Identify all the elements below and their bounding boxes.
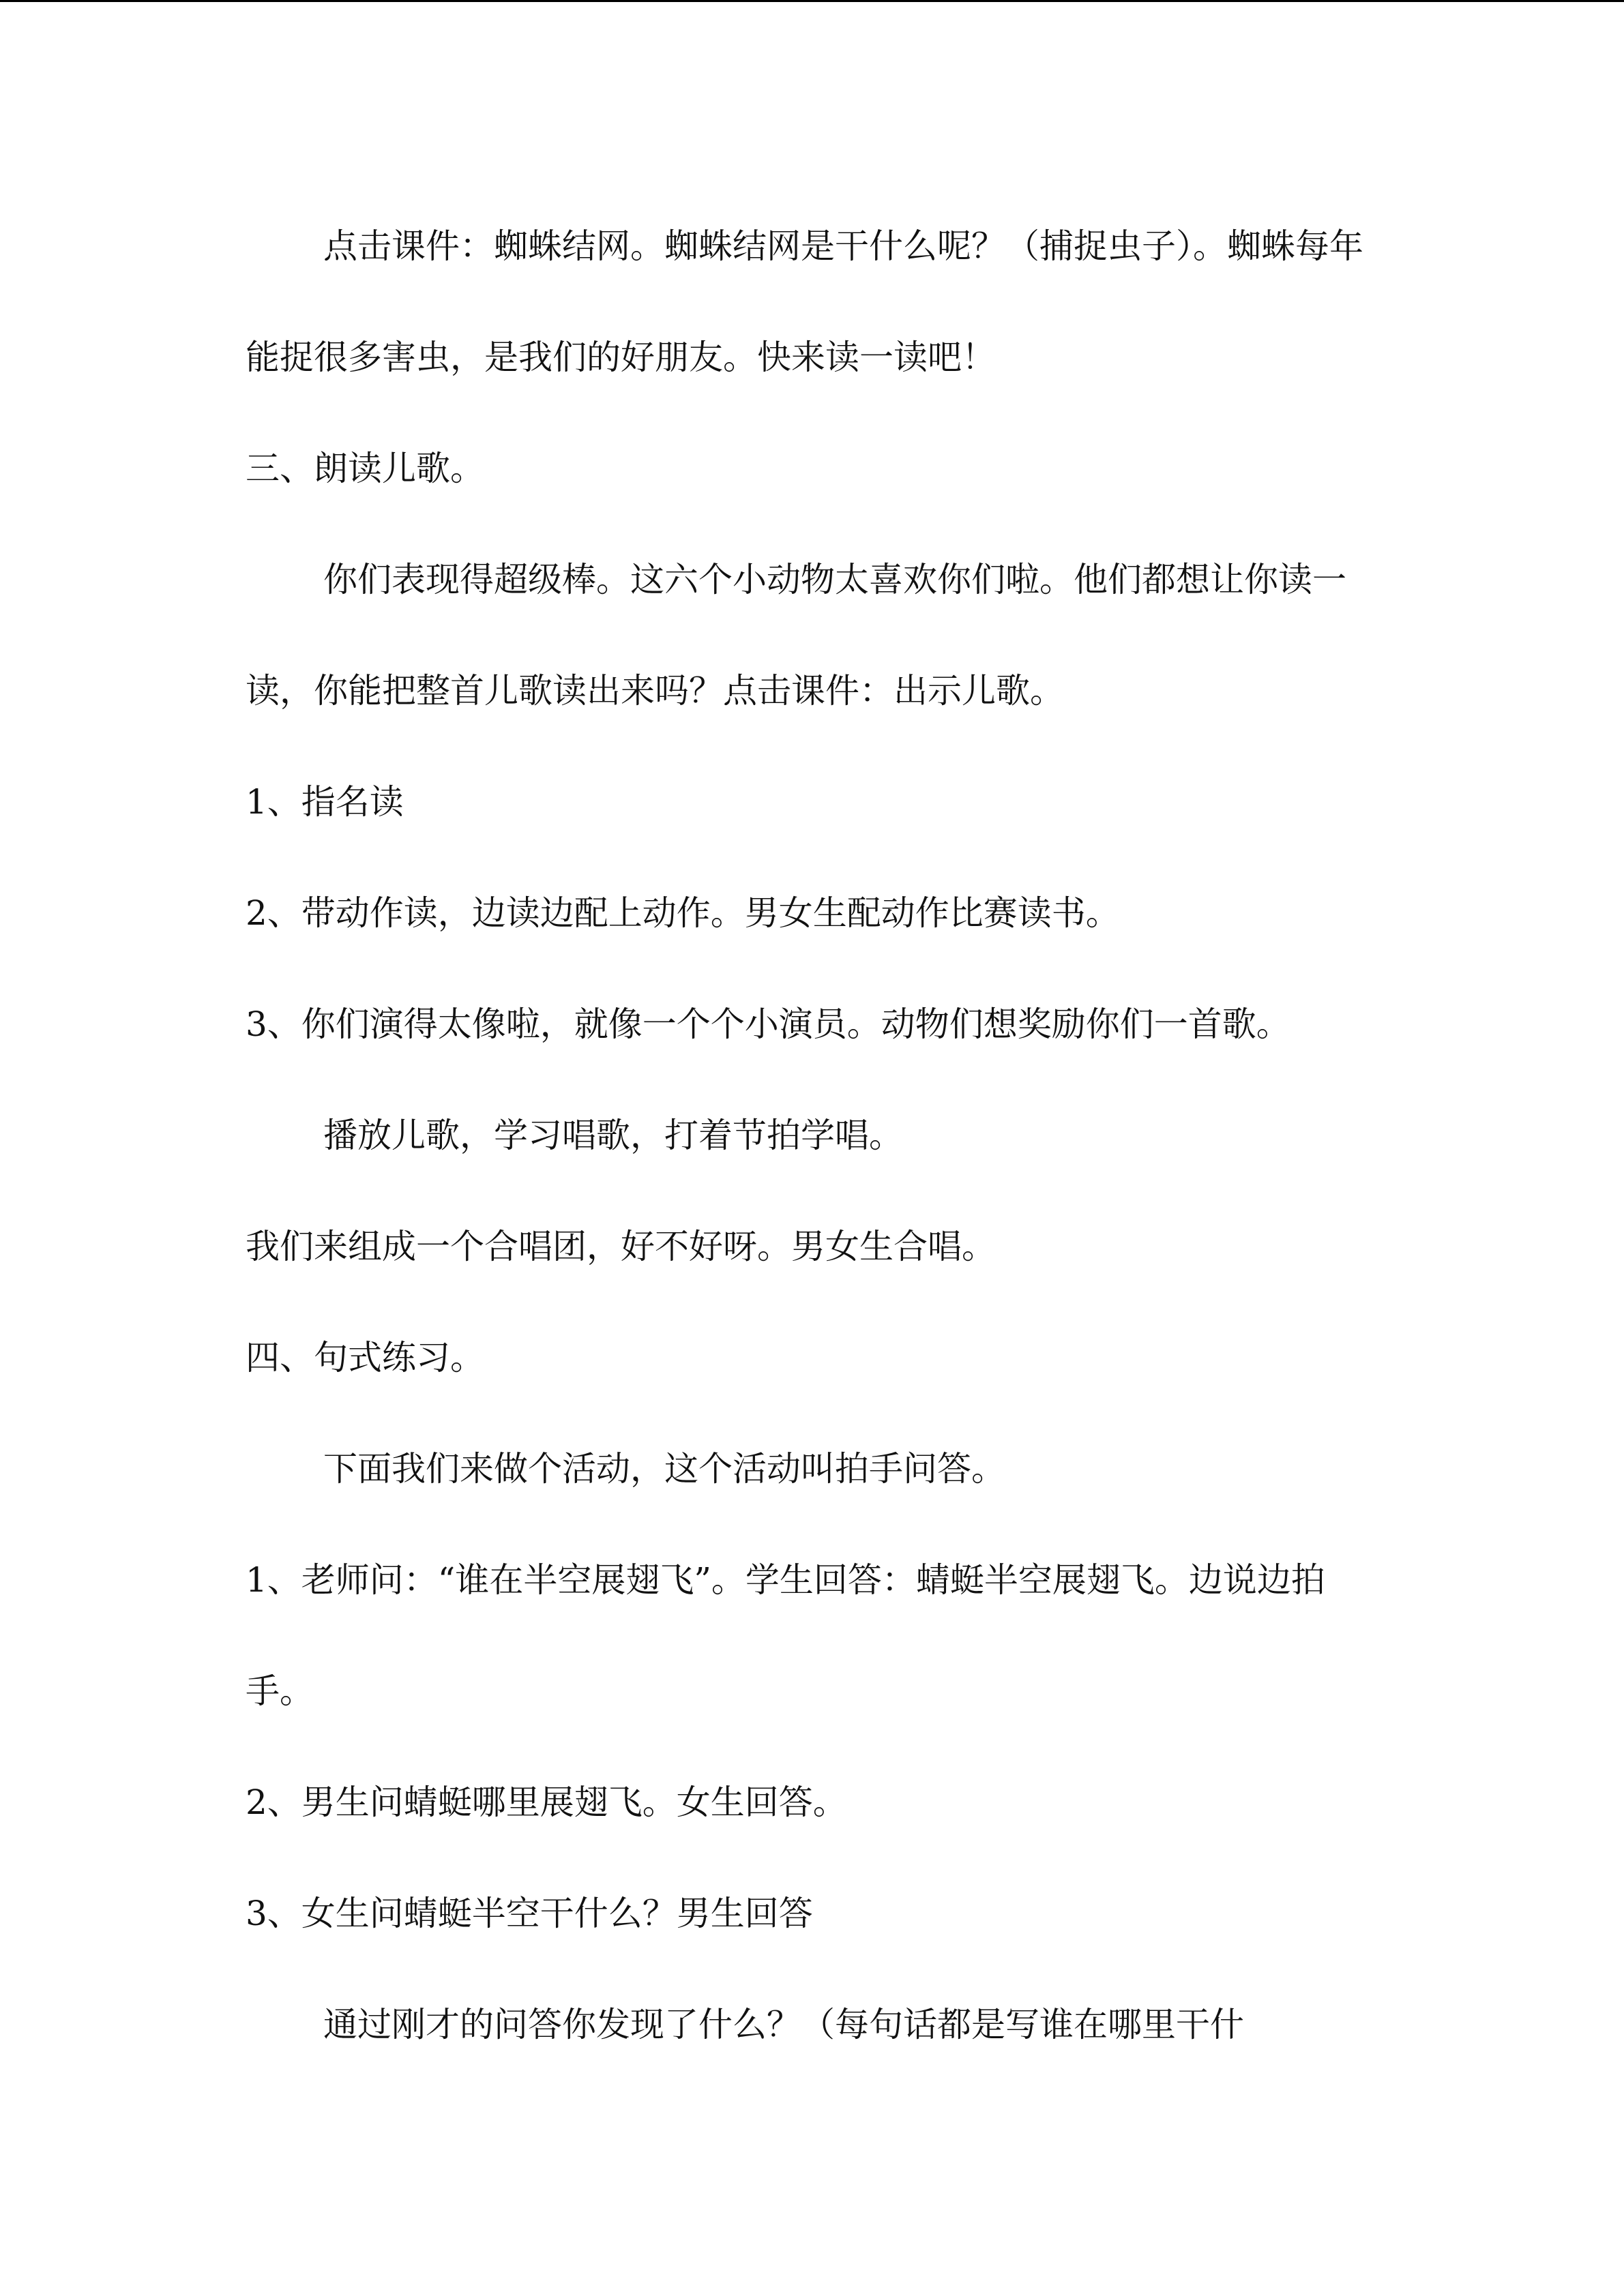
paragraph-discovery: 通过刚才的问答你发现了什么？（每句话都是写谁在哪里干什 — [323, 2005, 1244, 2044]
paragraph-clap-qa: 下面我们来做个活动，这个活动叫拍手问答。 — [323, 1449, 1005, 1489]
list-item-girls-ask: 3、女生问蜻蜓半空干什么？男生回答 — [246, 1894, 813, 1933]
document-page — [246, 191, 1391, 2081]
paragraph-play-song: 播放儿歌，学习唱歌，打着节拍学唱。 — [323, 1116, 903, 1155]
list-item-3: 3、你们演得太像啦，就像一个个小演员。动物们想奖励你们一首歌。 — [246, 1004, 1290, 1044]
heading-read-nursery-rhyme: 三、朗读儿歌。 — [246, 449, 484, 488]
list-item-1: 1、指名读 — [246, 782, 404, 822]
paragraph-show-rhyme: 你们表现得超级棒。这六个小动物太喜欢你们啦。他们都想让你读一读，你能把整首儿歌读出来吗？点击课件：出示儿歌。 — [246, 560, 1346, 711]
list-item-2: 2、带动作读，边读边配上动作。男女生配动作比赛读书。 — [246, 893, 1120, 933]
list-item-teacher-question: 1、老师问：“谁在半空展翅飞”。学生回答：蜻蜓半空展翅飞。边说边拍手。 — [246, 1560, 1325, 1711]
heading-sentence-practice: 四、句式练习。 — [246, 1338, 484, 1377]
paragraph-spider-web: 点击课件：蜘蛛结网。蜘蛛结网是干什么呢？（捕捉虫子）。蜘蛛每年能捉很多害虫，是我们的好朋友。快来读一读吧！ — [246, 226, 1363, 377]
paragraph-choir: 我们来组成一个合唱团，好不好呀。男女生合唱。 — [246, 1227, 996, 1266]
list-item-boys-ask: 2、男生问蜻蜓哪里展翅飞。女生回答。 — [246, 1783, 847, 1822]
page-top-border — [0, 0, 1624, 2]
